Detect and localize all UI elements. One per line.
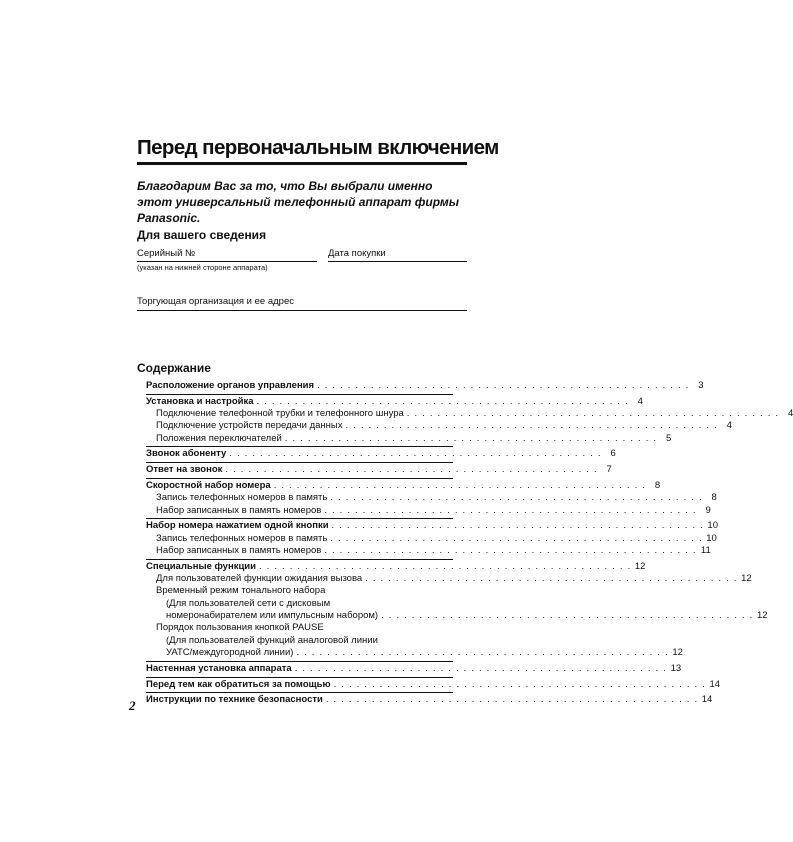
page-number: 2 [129, 698, 136, 713]
toc-page-number: 9 [705, 504, 711, 516]
toc-entry-label: Запись телефонных номеров в память [156, 492, 328, 504]
toc-entry-wall-mount [146, 662, 682, 675]
toc-entry-speed-dial [146, 480, 661, 492]
toc-page-number: 5 [665, 432, 672, 444]
toc-entry-dial-stored-2 [146, 545, 711, 557]
toc-leader: . . . . . . . . . . . . . . . . . . . . . . . . . . . . . . . . . . . . . . . . . . . . . . . . . [324, 545, 697, 557]
toc-separator [146, 478, 453, 479]
toc-entry-controls [146, 380, 704, 392]
toc-separator [146, 677, 453, 678]
serial-number-note: (указан на нижней стороне аппарата) [137, 263, 268, 272]
toc-page-number: 6 [610, 448, 616, 460]
toc-leader: . . . . . . . . . . . . . . . . . . . . . . . . . . . . . . . . . . . . . . . . . . . . . . . . . [381, 610, 754, 622]
toc-leader: . . . . . . . . . . . . . . . . . . . . . . . . . . . . . . . . . . . . . . . . . . . . . . . . . [330, 532, 703, 544]
toc-leader: . . . . . . . . . . . . . . . . . . . . . . . . . . . . . . . . . . . . . . . . . . . . . . . . . [324, 504, 697, 516]
toc-leader: . . . . . . . . . . . . . . . . . . . . . . . . . . . . . . . . . . . . . . . . . . . . . . . . . [325, 694, 699, 706]
dealer-label: Торгующая организация и ее адрес [137, 296, 294, 307]
toc-page-number: 10 [706, 532, 717, 544]
toc-page-number: 14 [701, 694, 713, 706]
toc-page-number: 14 [709, 678, 721, 690]
toc-entry-store-numbers [146, 492, 717, 504]
toc-entry-label: Звонок абоненту [146, 448, 227, 460]
toc-entry-label: Набор записанных в память номеров [156, 504, 322, 516]
toc-entry-pause-button: Порядок пользования кнопкой PAUSE [156, 622, 324, 634]
toc-leader: . . . . . . . . . . . . . . . . . . . . . . . . . . . . . . . . . . . . . . . . . . . . . . . . . [225, 464, 598, 476]
toc-entry-one-touch [146, 520, 718, 532]
toc-page-number: 4 [637, 395, 643, 407]
toc-entry-label: Набор записанных в память номеров [156, 545, 322, 557]
serial-number-line [137, 261, 317, 262]
toc-entry-tone-mode: Временный режим тонального набора [156, 585, 326, 597]
toc-leader: . . . . . . . . . . . . . . . . . . . . . . . . . . . . . . . . . . . . . . . . . . . . . . . . . [273, 480, 647, 492]
toc-entry-label: Ответ на звонок [146, 464, 223, 476]
toc-separator [146, 518, 453, 519]
title-underline [137, 162, 467, 165]
contents-heading: Содержание [137, 361, 211, 375]
toc-entry-label: Подключение устройств передачи данных [156, 420, 343, 432]
toc-entry-data-devices [146, 420, 732, 432]
toc-separator [146, 661, 453, 662]
toc-leader: . . . . . . . . . . . . . . . . . . . . . . . . . . . . . . . . . . . . . . . . . . . . . . . . . [284, 432, 658, 444]
toc-separator [146, 559, 453, 560]
toc-separator [146, 462, 453, 463]
toc-entry-tone-mode-note: (Для пользователей сети с дисковым [166, 597, 331, 609]
toc-leader: . . . . . . . . . . . . . . . . . . . . . . . . . . . . . . . . . . . . . . . . . . . . . . . . . [406, 408, 780, 420]
toc-entry-label: Настенная установка аппарата [146, 662, 292, 674]
toc-entry-special-features [146, 560, 646, 573]
toc-entry-pause-note-end [146, 646, 683, 659]
toc-entry-setup [146, 395, 643, 408]
toc-entry-label: Скоростной набор номера [146, 480, 271, 492]
toc-leader: . . . . . . . . . . . . . . . . . . . . . . . . . . . . . . . . . . . . . . . . . . . . . . . . . [365, 573, 738, 585]
toc-entry-label: номеронабирателем или импульсным набором) [166, 610, 379, 622]
toc-leader: . . . . . . . . . . . . . . . . . . . . . . . . . . . . . . . . . . . . . . . . . . . . . . . . . [331, 520, 704, 532]
toc-entry-handset-cord [146, 408, 793, 420]
toc-entry-label: Подключение телефонной трубки и телефонного шнура [156, 408, 404, 420]
toc-page-number: 13 [670, 662, 682, 674]
toc-page-number: 7 [606, 464, 612, 476]
toc-leader: . . . . . . . . . . . . . . . . . . . . . . . . . . . . . . . . . . . . . . . . . . . . . . . . . [294, 662, 668, 674]
toc-entry-label: Установка и настройка [146, 395, 254, 407]
toc-separator [146, 394, 453, 395]
table-of-contents [146, 380, 793, 707]
toc-page-number: 12 [756, 610, 768, 622]
toc-entry-switches [146, 432, 672, 445]
toc-entry-calling [146, 448, 616, 460]
toc-leader: . . . . . . . . . . . . . . . . . . . . . . . . . . . . . . . . . . . . . . . . . . . . . . . . . [345, 420, 718, 432]
toc-entry-safety [146, 694, 713, 706]
toc-entry-label: УАТС/междугородной линии) [166, 646, 294, 658]
toc-leader: . . . . . . . . . . . . . . . . . . . . . . . . . . . . . . . . . . . . . . . . . . . . . . . . . [229, 448, 602, 460]
toc-page-number: 12 [741, 573, 752, 585]
toc-entry-label: Запись телефонных номеров в память [156, 532, 328, 544]
toc-page-number: 10 [707, 520, 718, 532]
toc-entry-store-numbers-2 [146, 532, 717, 545]
toc-entry-label: Специальные функции [146, 560, 256, 572]
toc-entry-label: Положения переключателей [156, 432, 282, 444]
toc-entry-call-waiting [146, 573, 752, 585]
toc-separator [146, 446, 453, 447]
toc-page-number: 8 [711, 492, 717, 504]
toc-leader: . . . . . . . . . . . . . . . . . . . . . . . . . . . . . . . . . . . . . . . . . . . . . . . . . [296, 646, 669, 658]
serial-number-label: Серийный № [137, 248, 196, 259]
toc-page-number: 12 [672, 646, 683, 658]
toc-page-number: 11 [700, 545, 711, 557]
dealer-line [137, 310, 467, 311]
toc-entry-answering [146, 464, 612, 476]
toc-entry-tone-mode-note-end [146, 610, 768, 622]
toc-leader: . . . . . . . . . . . . . . . . . . . . . . . . . . . . . . . . . . . . . . . . . . . . . . . . . [330, 492, 703, 504]
purchase-date-line [328, 261, 467, 262]
toc-entry-label: Для пользователей функции ожидания вызова [156, 573, 363, 585]
purchase-date-label: Дата покупки [328, 248, 386, 259]
info-section-heading: Для вашего сведения [137, 228, 267, 242]
toc-leader: . . . . . . . . . . . . . . . . . . . . . . . . . . . . . . . . . . . . . . . . . . . . . . . . . [333, 678, 707, 690]
toc-separator [146, 692, 453, 693]
intro-paragraph: Благодарим Вас за то, что Вы выбрали именно этот универсальный телефонный аппарат фирмы Panasonic. [137, 179, 459, 225]
toc-entry-dial-stored [146, 504, 711, 517]
toc-entry-label: Перед тем как обратиться за помощью [146, 678, 331, 690]
toc-entry-label: Расположение органов управления [146, 380, 315, 391]
toc-page-number: 4 [787, 408, 793, 420]
toc-entry-troubleshooting [146, 678, 721, 691]
toc-page-number: 8 [654, 480, 661, 492]
toc-leader: . . . . . . . . . . . . . . . . . . . . . . . . . . . . . . . . . . . . . . . . . . . . . . . . . [317, 380, 690, 391]
toc-leader: . . . . . . . . . . . . . . . . . . . . . . . . . . . . . . . . . . . . . . . . . . . . . . . . . [256, 395, 629, 407]
toc-leader: . . . . . . . . . . . . . . . . . . . . . . . . . . . . . . . . . . . . . . . . . . . . . . . . . [258, 560, 632, 572]
toc-entry-pause-note: (Для пользователей функций аналоговой линии [166, 634, 378, 646]
page-title: Перед первоначальным включением [137, 136, 499, 159]
toc-page-number: 12 [634, 560, 646, 572]
toc-page-number: 3 [698, 380, 704, 391]
toc-page-number: 4 [726, 420, 732, 432]
toc-entry-label: Инструкции по технике безопасности [146, 694, 323, 706]
toc-entry-label: Набор номера нажатием одной кнопки [146, 520, 329, 532]
